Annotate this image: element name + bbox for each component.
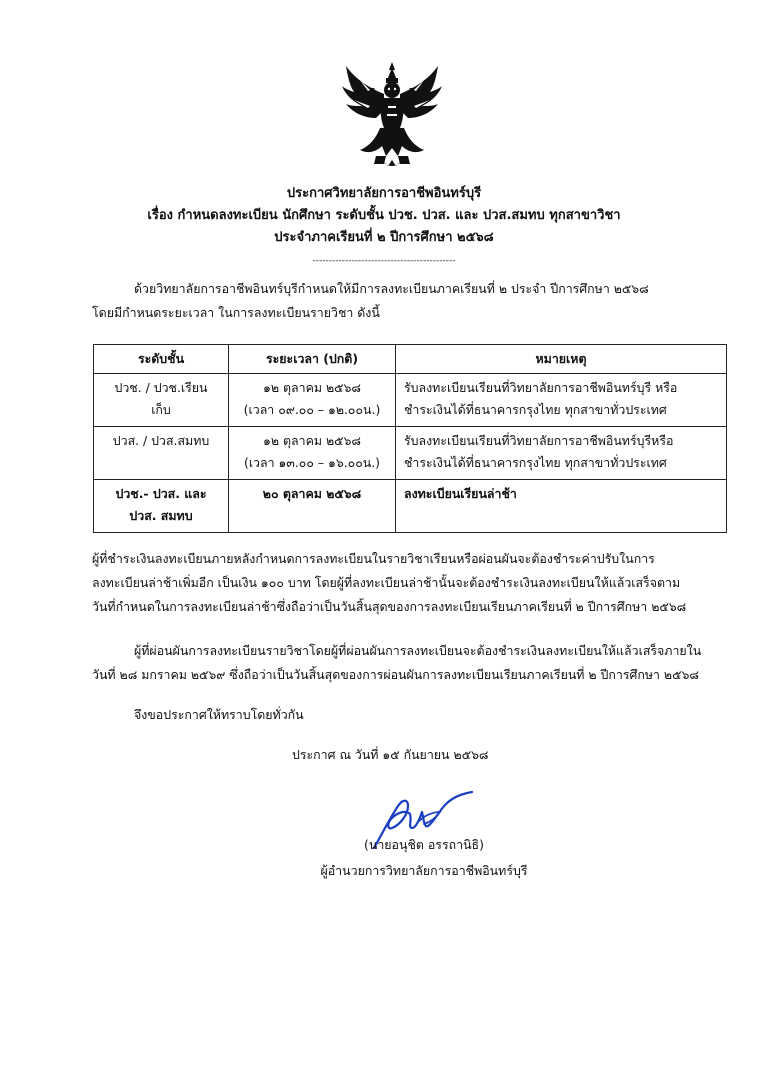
table-row — [94, 480, 727, 533]
table-row — [94, 374, 727, 427]
row-time — [229, 480, 396, 533]
row-note-line: รับลงทะเบียนเรียนที่วิทยาลัยการอาชีพอินทร์บุรี หรือ — [404, 380, 678, 395]
row-note — [396, 480, 727, 533]
row-level-line: ปวส. / ปวส.สมทบ — [112, 433, 210, 448]
row-note-line: ชำระเงินได้ที่ธนาคารกรุงไทย ทุกสาขาทั่วประเทศ — [404, 455, 667, 470]
late-fee-line-3: วันที่กำหนดในการลงทะเบียนล่าช้าซึ่งถือว่าเป็นวันสิ้นสุดของการลงทะเบียนเรียนภาคเรียนที่ ๒ ปีการศึกษา ๒๕๖๘ — [92, 599, 687, 614]
announcement-term: ประจำภาคเรียนที่ ๒ ปีการศึกษา ๒๕๖๘ — [274, 230, 494, 245]
row-time-date: ๑๒ ตุลาคม ๒๕๖๘ — [263, 433, 361, 448]
signer-title: ผู้อำนวยการวิทยาลัยการอาชีพอินทร์บุรี — [320, 863, 528, 878]
late-fee-line-2: ลงทะเบียนล่าช้าเพิ่มอีก เป็นเงิน ๑๐๐ บาท โดยผู้ที่ลงทะเบียนล่าช้านั้นจะต้องชำระเงินลงทะเบียนให้แล้วเสร็จตาม — [92, 575, 681, 590]
announcement-date: ประกาศ ณ วันที่ ๑๕ กันยายน ๒๕๖๘ — [292, 747, 489, 762]
row-time-date: ๒๐ ตุลาคม ๒๕๖๘ — [262, 486, 362, 501]
late-fee-line-1: ผู้ที่ชำระเงินลงทะเบียนภายหลังกำหนดการลงทะเบียนในรายวิชาเรียนหรือผ่อนผันจะต้องชำระค่าปรับในการ — [92, 551, 655, 566]
row-level — [94, 427, 229, 480]
deferral-line-1: ผู้ที่ผ่อนผันการลงทะเบียนรายวิชาโดยผู้ที่ผ่อนผันการลงทะเบียนจะต้องชำระเงินลงทะเบียนให้แล้วเสร็จภายใน — [134, 643, 702, 658]
row-time — [229, 427, 396, 480]
row-time-hours: (เวลา ๐๙.๐๐ – ๑๒.๐๐น.) — [243, 402, 381, 417]
table-header-row — [94, 345, 727, 374]
registration-schedule-table — [93, 344, 727, 533]
header-level: ระดับชั้น — [94, 345, 229, 374]
row-time-date: ๑๒ ตุลาคม ๒๕๖๘ — [263, 380, 361, 395]
row-level-line: ปวส. สมทบ — [129, 508, 193, 523]
signer-name: (นายอนุชิต อรรถานิธิ) — [364, 837, 484, 852]
row-level-line: ปวช. / ปวช.เรียน — [114, 380, 208, 395]
row-note — [396, 374, 727, 427]
row-note-line: ลงทะเบียนเรียนล่าช้า — [404, 486, 517, 501]
row-time-hours: (เวลา ๑๓.๐๐ – ๑๖.๐๐น.) — [243, 455, 381, 470]
intro-line-2: โดยมีกำหนดระยะเวลา ในการลงทะเบียนรายวิชา ดังนี้ — [92, 305, 380, 320]
deferral-line-2: วันที่ ๒๘ มกราคม ๒๕๖๙ ซึ่งถือว่าเป็นวันสิ้นสุดของการผ่อนผันการลงทะเบียนเรียนภาคเรียนที่ ๒ ปีการศึกษา ๒๕๖๘ — [92, 667, 699, 682]
row-level — [94, 374, 229, 427]
row-level — [94, 480, 229, 533]
row-note-line: ชำระเงินได้ที่ธนาคารกรุงไทย ทุกสาขาทั่วประเทศ — [404, 402, 667, 417]
header-time: ระยะเวลา (ปกติ) — [229, 345, 396, 374]
row-level-line: ปวช.- ปวส. และ — [115, 486, 207, 501]
row-time — [229, 374, 396, 427]
table-row — [94, 427, 727, 480]
announcement-subject: เรื่อง กำหนดลงทะเบียน นักศึกษา ระดับชั้น ปวช. ปวส. และ ปวส.สมทบ ทุกสาขาวิชา — [147, 208, 621, 223]
row-level-line: เก็บ — [151, 402, 171, 417]
header-divider: -------------------------------------------- — [312, 256, 456, 266]
intro-line-1: ด้วยวิทยาลัยการอาชีพอินทร์บุรีกำหนดให้มีการลงทะเบียนภาคเรียนที่ ๒ ประจำ ปีการศึกษา ๒๕๖๘ — [134, 281, 649, 296]
announcement-title: ประกาศวิทยาลัยการอาชีพอินทร์บุรี — [286, 186, 482, 201]
row-note-line: รับลงทะเบียนเรียนที่วิทยาลัยการอาชีพอินทร์บุรีหรือ — [404, 433, 674, 448]
row-note — [396, 427, 727, 480]
closing-statement: จึงขอประกาศให้ทราบโดยทั่วกัน — [134, 707, 304, 722]
header-note: หมายเหตุ — [396, 345, 727, 374]
garuda-emblem-icon — [340, 60, 444, 172]
